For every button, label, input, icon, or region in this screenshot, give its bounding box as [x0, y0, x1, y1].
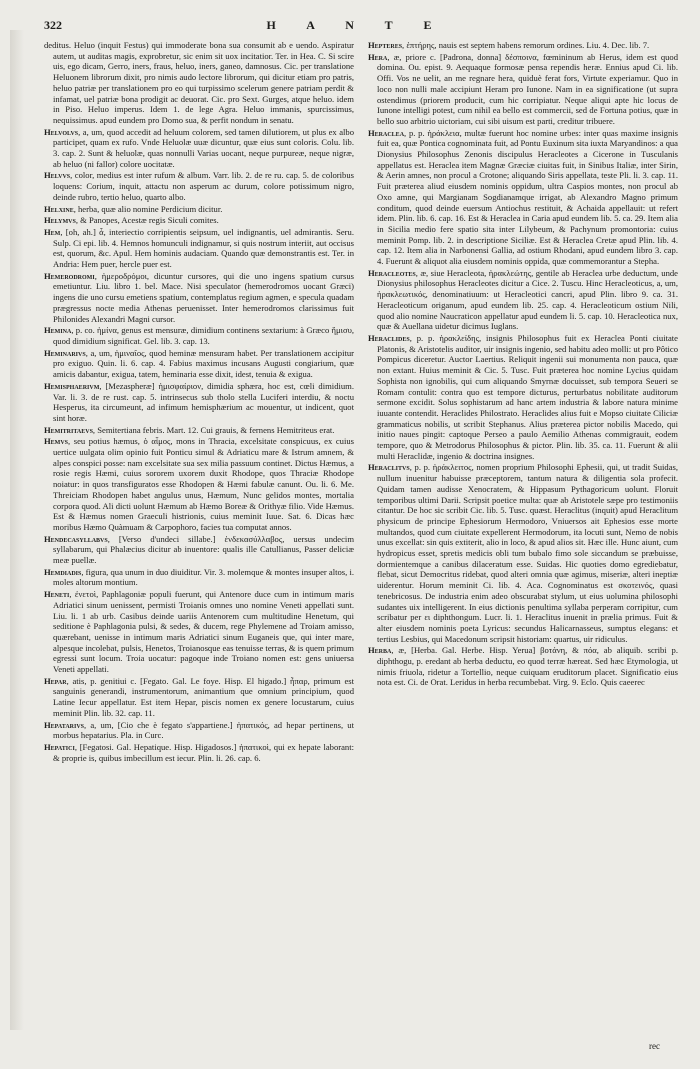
dictionary-entry: Hepar, atis, p. genitiui c. [Fegato. Gal. Le foye. Hisp. El higado.] ἧπαρ, primum est sanguinis generandi, instrumentorum, animantium que omnium principium, quod Latine Iecur appellatur. Est item Hepar, piscis nomen ex genere locustarum, cuius meminit Plin. lib. 32. cap. 11. — [44, 675, 354, 718]
dictionary-entry: Helvvs, color, medius est inter rufum & album. Varr. lib. 2. de re ru. cap. 5. de coloribus loquens: Corium, inquit, attactu non asperum ac durum, colore potissimum nigro, deinde rubro, tertio heluo, quarto albo. — [44, 170, 354, 202]
entry-headword: Hemina — [44, 325, 72, 336]
entry-headword: Hemdiadis — [44, 566, 82, 577]
entry-text: ἡμεροδρόμοι, dicuntur cursores, qui die uno ingens spatium cursus emetiuntur. Liu. libro 1. bel. Mace. Nisi speculator (hemerodromos uocant Græci) ingens die uno cursu emetiens spatium, contemplatus regium agmen, e specula quadam prægressus nocte media Athenas peruenisset. Inter hemerodromos clarissimus fuit Philonides Alexandri Magni cursor. — [53, 270, 354, 324]
dictionary-entry: Heneti, ἐνετοὶ, Paphlagoniæ populi fuerunt, qui Antenore duce cum in intimum maris Adriatici sinum uenissent, permisti Troianis omnes uno nomine Veneti appellati sunt. Liu. li. 1 ab urb. Casibus deinde uariis Antenorem cum multitudine Henetum, qui seditione è Paphlagonia pulsi, & sedes, & ducem, rege Phylemene ad Troiam amisso, quærebant, uenisse in intimum maris Adriatici sinum Euganeis que, qui inter mare, alpesque incolebat, pulsis, Henetos, Troianosque eas tenuisse terras, & is quem primum egressi sunt locum. Troia uocatur: pagoque inde Troiano nomen est: gens uniuersa Veneti appellati. — [44, 589, 355, 675]
dictionary-entry: Hepatici, [Fegatosi. Gal. Hepatique. Hisp. Higadosos.] ἡπατικοὶ, qui ex hepate laborant: & proprie is, quibus imbecillum est iecur. Plin. li. 26. cap. 6. — [44, 742, 355, 763]
entry-headword: Hem — [44, 226, 61, 237]
entry-text: a, um, ἡμιναῖος, quod heminæ mensuram habet. Per translationem accipitur pro exiguo. Quin. li. 6. cap. 4. Fabius maximus incusans Augusti congiarium, quæ amicis dabantur, exigua, tatem, heminaria esse dixit, idest, tenuia & exigua. — [53, 347, 354, 380]
entry-headword: Heracleotes — [368, 267, 416, 278]
entry-headword: Hepar — [44, 675, 67, 686]
entry-headword: Hepatici — [44, 742, 75, 752]
dictionary-entry: Heminarivs, a, um, ἡμιναῖος, quod heminæ mensuram habet. Per translationem accipitur pro exiguo. Quin. li. 6. cap. 4. Fabius maximus incusans Augusti congiarium, quæ amicis dabantur, exigua, tatem, heminaria esse dixit, idest, tenuia & exigua. — [44, 347, 354, 380]
entry-text: a, um, [Cio che è fegato s'appartiene.] ἡπατικός, ad hepar pertinens, ut morbus hepatarius. Pla. in Curc. — [53, 719, 354, 741]
entry-text: [oh, ah.] ἆ, interiectio corripientis seipsum, uel indignantis, uel admirantis. Seru. Sulp. Ci epi. lib. 4. Hemnos homunculi indignamur, si quis nostrum interiit, aut occisus est, quorum, &c. Apul. Hem hominis audaciam. Quando quæ demonstrantis est. Ter. in Andria: Hem puer, hercle puer est. — [53, 226, 354, 270]
dictionary-entry: Helvolvs, a, um, quod accedit ad heluum colorem, sed tamen dilutiorem, ut plus ex albo participet, quam ex rufo. Vnde Heluolæ uuæ dicuntur, quæ eius sunt coloris. Colu. lib. 3. cap. 2. Sunt & heluolæ, quas nonnulli Varias uocant, neque purpureæ, neque nigræ, ab heluo (ni fallor) colore uocitatæ. — [44, 126, 354, 169]
entry-text: seu potius hæmus, ὁ αἶμος, mons in Thracia, excelsitate conspicuus, ex cuius uertice uulgata olim opinio fuit Ponticu simul & Adriaticu mare & Istrum amnem, & alpes conspici posse: nam excelsitate sua sex milia passuum continet. Dictus Hæmus, a rosie regis Hæmi, cuius sororem uxorem duxit Rhodope, quos Thraciæ Rhodope noiatur: in quos transfiguratos esse Rhodopen & Hæmi fabulæ canunt. Ou. li. 6. Me. Threiciam Rhodopen habet angulus unus, Hæmum, Nunc gelidos montes, mortalia corpora quod. Ali dicti uolunt Hæmum ab Hæmo Boreæ & Orithyæ filio. Vide Hæmus. Est & Hæmus nomen Graeculi histrionis, cuius meminit Iuue. Sat. 6. Dicas hæc moribus Hæmo Quàmuam & Carpophoro, facies tua computat annos. — [53, 436, 355, 532]
entry-headword: Heraclea — [368, 127, 405, 138]
entry-headword: Hemitritaevs — [44, 424, 93, 435]
entry-headword: Hera — [368, 51, 388, 62]
entry-text: herba, quæ alio nomine Perdicium dicitur. — [78, 203, 223, 214]
dictionary-entry: Hendecasyllabvs, [Verso d'undeci sillabe.] ἑνδεκασύλλαβος, uersus undecim syllabarum, qui Phalæcius dicitur ab inuentore: qualis ille Catullianus, Passer deliciæ meæ puellæ. — [44, 533, 354, 566]
entry-text: p. p. ἡράκλειτος, nomen proprium Philosophi Ephesii, qui, ut tradit Suidas, nullum inuenitur habuisse præceptorem, tantum natura & diligentia sola profecit. Quidam tamen audisse Xenocratem, & Hippasum Pythagoricum uolunt. Floruit temporibus ultimi Darii. Scripsit poetice multa: quæ ab Aristotele sæpe pro testimoniis citantur. De hoc sic scribit Cic. lib. 5. Tusc. quæst. Heraclitus (inquit) apud Heraclitum physicum de principe Ephesiorum Hermodoro, Vniuersos ait Ephesios esse morte multandos, quod cum ciuitate expellerent Hermodorum, ita locuti sunt, Nemo de nobis unus excellat: sin quis extiterit, alio in loco, & apud alios sit. Hæc ille. Hunc aiunt, cum hydropicus esset, spretis medicis obli tum bubalo fimo sole siccandum se præbuisse, dormientemque a canibus dilaceratum esse. Suidas. Hic quoties domo egrediebatur, flebat, sicut Democritus ridebat, quod alteri omnia quæ agimus, miseriæ, alteri ineptiæ uiderentur. Horum meminit Ci. lib. 4. Aca. Cognominatus est σκοτεινός, quasi tenebricosus. De industria enim adeo obscurabat stylum, ut eius uolumina philosophi sudantes uix intelligerent. In eius dictionis penultima syllaba perperam corripitur, cum scribatur per ει diphthongum. Lucr. li. 1. Heraclitus inuenit in prælia primus. Fuit & alter eiusdem nominis poeta Lyricus: secundus Halicarnasseus, sumptus elegans: et tertius Lesbius, qui Macedonum scripsit historiam: quartus, uir ridiculus. — [377, 462, 679, 644]
entry-text: [Verso d'undeci sillabe.] ἑνδεκασύλλαβος, uersus undecim syllabarum, qui Phalæcius dicitur ab inuentore: qualis ille Catullianus, Passer deliciæ meæ puellæ. — [53, 533, 354, 566]
dictionary-entry: Hemdiadis, figura, qua unum in duo diuiditur. Vir. 3. molemque & montes insuper altos, i. moles altorum montium. — [44, 566, 354, 588]
entry-headword: Heminarivs — [44, 347, 86, 358]
entry-headword: Helvolvs — [44, 126, 79, 137]
page-number: 322 — [44, 18, 62, 32]
entry-text: p. co. ἡμίνα, genus est mensuræ, dimidium continens sextarium: à Græco ἥμισυ, quod dimidium significat. Gel. lib. 3. cap. 13. — [53, 325, 354, 346]
dictionary-entry: Heracleotes, æ, siue Heracleota, ἡρακλεώτης, gentile ab Heraclea urbe deductum, unde Dionysius philosophus Heracleotes dicitur a Cice. 2. Tuscu. Hinc Heracleoticus, a, um, ἡρακλεωτικός, denominatiuum: ut Heracleotici cancri, apud Plin. libro 9. ca. 31. Heracleoticum origanum, apud eundem lib. 25. cap. 4. Heracleoticum ostium Nili, quod alio nomine Naucraticon appellatur apud eundem li. 5. cap. 10. Heracleotica nux, quæ & Auellana uidetur dicimus Iuglans. — [368, 267, 678, 332]
entry-text: æ, siue Heracleota, ἡρακλεώτης, gentile ab Heraclea urbe deductum, unde Dionysius philosophus Heracleotes dicitur a Cice. 2. Tuscu. Hinc Heracleoticus, a, um, ἡρακλεωτικός, denominatiuum: ut Heracleotici cancri, apud Plin. libro 9. ca. 31. Heracleoticum origanum, apud eundem lib. 25. cap. 4. Heracleoticum ostium Nili, quod alio nomine Naucraticon appellatur apud eundem li. 5. cap. 10. Heracleotica nux, quæ & Auellana uidetur dicimus Iuglans. — [377, 267, 678, 332]
dictionary-entry: Hemina, p. co. ἡμίνα, genus est mensuræ, dimidium continens sextarium: à Græco ἥμισυ, quod dimidium significat. Gel. lib. 3. cap. 13. — [44, 325, 354, 346]
entry-text: [Mezaspheræ] ἡμισφαίριον, dimidia sphæra, hoc est, cœli dimidium. Var. li. 3. de re rust. cap. 5. intrinsecus sub tholo stella Luciferi interdiu, & noctu Hesperus, ita circumeunt, ad infimum hemisphærium ac mouentur, ut indicent, quot sint horæ. — [53, 380, 355, 423]
entry-text: æ, [Herba. Gal. Herbe. Hisp. Yerua] βοτάνη, & πόα, ab aliquib. scribi p. diphthogu, p. eredant ab herba deductu, eo quod terræ hæreat. Sed hæc Etymologia, ut nimis friuola, ridetur a Tortellio, neque cuiquam eruditorum placet. Significatio eius nota est. Ci. de Orat. Leridus in herba recumbebat. Virg. 9. Eclo. Quis caeerec — [377, 645, 678, 688]
dictionary-entry: Helymvs, & Panopes, Acestæ regis Siculi comites. — [44, 215, 219, 226]
entry-text: deditus. Heluo (inquit Festus) qui immoderate bona sua consumit ab e uendo. Aspiratur autem, ut auditas magis, exprobretur, sic enim sit uox incitatior. Ter. in Hea. C. Si scire uis, ego dicam, Gerro, iners, fraus, heluo, iners, ganeo, damnosus. Cic. per translatione Heluonem librorum dixit, pro nimis audo lectore librorum, qui dicitur etiam pro patris, heluo patriæ per translationem pro eo qui turpissimo scelerum genere patriam perdit & infamat, uel patriæ bona prodigit ac deuorat. Cic. pro Sext. Gurges, atque heluo. idem in Piso. Heluo imperus. Idem 1. de lege Agra. Heluo immanis, spurcissimus, nequissimus. apud eundem pro Domo sua, & perfit nondum in senatu. — [44, 40, 354, 125]
entry-headword: Heraclides — [368, 332, 410, 343]
entry-headword: Hemerodromi — [44, 270, 95, 281]
entry-text: & Panopes, Acestæ regis Siculi comites. — [80, 215, 219, 226]
running-head: H A N T E — [266, 18, 446, 32]
dictionary-entry: Hemisphaerivm, [Mezaspheræ] ἡμισφαίριον, dimidia sphæra, hoc est, cœli dimidium. Var. li. 3. de re rust. cap. 5. intrinsecus sub tholo stella Luciferi interdiu, & noctu Hesperus, ita circumeunt, ad infimum hemisphærium ac mouentur, ut indicent, quot sint horæ. — [44, 380, 355, 423]
columns — [44, 40, 678, 764]
entry-headword: Hendecasyllabvs — [44, 533, 108, 544]
dictionary-entry: Heraclea, p. p. ἡράκλεια, multæ fuerunt hoc nomine urbes: inter quas maxime insignis fuit ea, quæ Pontica cognominata fuit, ad Pontu Euxinum sita iuxta Maryandinos: a qua Dionysius Philosophus Zenonis discipulus Heracleotes a Cicerone in Tusculanis appellatus est. Heraclea item Magnæ Græciæ ciuitas fuit, in Sinibus Italiæ, inter Sirin, & Aerin amnes, non procul a Crotone; aliquando Siris appellata, teste Pli. li. 3. cap. 11. Fuit præterea aliud eiusdem nominis oppidum, ultra Caspios montes, non procul ab Oxo amne, qui Margianam Sogdianamque irrigat, ab Alexandro Magno primum conditum, quod deinde euersum Antiochus restituit, & Achaida appellauit: ut refert idem. Plin. lib. 6. cap. 16. Est & Heraclea in Caria apud eundem lib. 5. ca. 29. Item alia in Sicilia medio fere spatio sita inter Lilybeum, & Pachynum promontoria: cuius meminit Pomp. lib. 2. in descriptione Siciliæ. Est & Heraclea Cretæ apud Plin. lib. 4. cap. 12. Item alia in Narbonensi Gallia, ad ostium Rhodani, apud eundem libro 3. cap. 4. Fuerunt & aliquot alia eiusdem nominis oppida, quæ commemorantur a Stepha. — [368, 127, 679, 267]
entry-text: figura, qua unum in duo diuiditur. Vir. 3. molemque & montes insuper altos, i. moles altorum montium. — [53, 566, 354, 588]
left-column — [44, 40, 354, 764]
entry-text: ἐνετοὶ, Paphlagoniæ populi fuerunt, qui Antenore duce cum in intimum maris Adriatici sinum uenissent, permisti Troianis omnes uno nomine Veneti appellati sunt. Liu. li. 1 ab urb. Casibus deinde uariis Antenorem cum multitudine Henetum, qui seditione è Paphlagonia pulsi, & sedes, & ducem, rege Phylemene ad Troiam amisso, quærebant, uenisse in intimum maris Adriatici sinum Euganeis que, qui inter mare, alpesque incolebat, pulsis, Henetos, Troianosque eas tenuisse terras, & is quem primum egressi sunt locum. Troia uocatur: pagoque inde Troiano nomen est: gens uniuersa Veneti appellati. — [53, 589, 355, 675]
right-column — [368, 40, 678, 764]
dictionary-entry: Hemitritaevs, Semitertiana febris. Mart. 12. Cui grauis, & fernens Hemitriteus erat. — [44, 424, 335, 435]
dictionary-entry: Helxine, herba, quæ alio nomine Perdicium dicitur. — [44, 203, 223, 214]
dictionary-entry: Heraclitvs, p. p. ἡράκλειτος, nomen proprium Philosophi Ephesii, qui, ut tradit Suidas, nullum inuenitur habuisse præceptorem, tantum natura & diligentia sola profecit. Quidam tamen audisse Xenocratem, & Hippasum Pythagoricum uolunt. Floruit temporibus ultimi Darii. Scripsit poetice multa: quæ ab Aristotele sæpe pro testimoniis citantur. De hoc sic scribit Cic. lib. 5. Tusc. quæst. Heraclitus (inquit) apud Heraclitum physicum de principe Ephesiorum Hermodoro, Vniuersos ait Ephesios esse morte multandos, quod cum ciuitate expellerent Hermodorum, ita locuti sunt, Nemo de nobis unus excellat: sin quis extiterit, alio in loco, & apud alios sit. Hæc ille. Hunc aiunt, cum hydropicus esset, spretis medicis obli tum bubalo fimo sole siccandum se præbuisse, dormientemque a canibus dilaceratum esse. Suidas. Hic quoties domo egrediebatur, flebat, sicut Democritus ridebat, quod alteri omnia quæ agimus, miseriæ, alteri ineptiæ uiderentur. Horum meminit Ci. lib. 4. Aca. Cognominatus est σκοτεινός, quasi tenebricosus. De industria enim adeo obscurabat stylum, ut eius uolumina philosophi sudantes uix intelligerent. In eius dictionis penultima syllaba perperam corripitur, cum scribatur per ει diphthongum. Lucr. li. 1. Heraclitus inuenit in prælia primus. Fuit & alter eiusdem nominis poeta Lyricus: secundus Halicarnasseus, sumptus elegans: et tertius Lesbius, qui Macedonum scripsit historiam: quartus, uir ridiculus. — [368, 462, 679, 644]
entry-text: p. p. ἡρακλείδης, insignis Philosophus fuit ex Heraclea Ponti ciuitate Platonis, & Aristotelis auditor, uir insignis ingenio, sed habitu adeo molli: ut pro Pôtico Pompicus diceretur. Auctor Laertius. Reliquit ingenii sui monumenta non pauca, quæ non extant. Huius meminit & Cic. 5. Tusc. Fuit præterea hoc nomine Lycius quidam Sophista non ignobilis, qui cum aliquando Smyrnæ docuisset, sub tempora Seueri se Romam contulit: contra quo est tempore dicturus, perturbatus nobilitate auditorum sermone excidit. Solus sophistarum ad hanc artem industria & labore natura minime iuuante contendit. Heraclides Philostrato. Heraclides alius fuit e Mopso ciuitate Ciliciæ grammaticus nobilis, ut scribit Stephanus. Alius præterea pictor nobilis Macedo, qui initio naues pingit: captoque Perseo a paulo Aemilio Athenas commigrauit, eodem tempore, quo & Metrodorus Philosophus & pictor. Plin. lib. 35. ca. 11. Fuerunt & alii multi Heraclidæ, ingenio & doctrina insignes. — [377, 332, 678, 461]
dictionary-entry: Hepteres, ἑπτήρης, nauis est septem habens remorum ordines. Liu. 4. Dec. lib. 7. — [368, 40, 650, 50]
dictionary-entry: Heraclides, p. p. ἡρακλείδης, insignis Philosophus fuit ex Heraclea Ponti ciuitate Platonis, & Aristotelis auditor, uir insignis ingenio, sed habitu adeo molli: ut pro Pôtico Pompicus diceretur. Auctor Laertius. Reliquit ingenii sui monumenta non pauca, quæ non extant. Huius meminit & Cic. 5. Tusc. Fuit præterea hoc nomine Lycius quidam Sophista non ignobilis, qui cum aliquando Smyrnæ docuisset, sub tempora Seueri se Romam contulit: contra quo est tempore dicturus, perturbatus nobilitate auditorum sermone excidit. Solus sophistarum ad hanc artem industria & labore natura minime iuuante contendit. Heraclides Philostrato. Heraclides alius fuit e Mopso ciuitate Ciliciæ grammaticus nobilis, ut scribit Stephanus. Alius præterea pictor nobilis Macedo, qui initio naues pingit: captoque Perseo a paulo Aemilio Athenas commigrauit, eodem tempore, quo & Metrodorus Philosophus & pictor. Plin. lib. 35. ca. 11. Fuerunt & alii multi Heraclidæ, ingenio & doctrina insignes. — [368, 332, 678, 461]
entry-headword: Hepatarivs — [44, 719, 85, 730]
entry-text: æ, priore c. [Padrona, donna] δέσποινα, fœmininum ab Herus, idem est quod domina. Ou. epist. 9. Aequaque formosæ pensa rependis heræ. Ennius apud Ci. lib. Offi. Vos ne uelit, an me regnare hera, quiduè ferat fors, Virtute experiamur. Quo in loco non nulli male accipiunt Heram pro Iunone. Nam in ea significatione (ut supra ostendimus (priorem producit, cum hic corripiatur. Neque aliqui apte hic locus de Iunone intelligi potest, cum nihil ea bello est commercii, sed de Fortuna potius, quæ in bello suo arbitrio uictoriam, cui sibi uisum est parti, creditur tribuere. — [377, 51, 679, 126]
dictionary-entry: Hera, æ, priore c. [Padrona, donna] δέσποινα, fœmininum ab Herus, idem est quod domina. Ou. epist. 9. Aequaque formosæ pensa rependis heræ. Ennius apud Ci. lib. Offi. Vos ne uelit, an me regnare hera, quiduè ferat fors, Virtute experiamur. Quo in loco non nulli male accipiunt Heram pro Iunone. Nam in ea significatione (ut supra ostendimus (priorem producit, cum hic corripiatur. Neque aliqui apte hic locus de Iunone intelligi potest, cum nihil ea bello est commercii, sed de Fortuna potius, quæ in bello suo arbitrio uictoriam, cui sibi uisum est parti, creditur tribuere. — [368, 51, 679, 126]
dictionary-entry — [44, 40, 354, 126]
dictionary-entry: Hem, [oh, ah.] ἆ, interiectio corripientis seipsum, uel indignantis, uel admirantis. Seru. Sulp. Ci epi. lib. 4. Hemnos homunculi indignamur, si quis nostrum interiit, aut occisus est, quorum, &c. Apul. Hem hominis audaciam. Quando quæ demonstrantis est. Ter. in Andria: Hem puer, hercle puer est. — [44, 226, 354, 270]
dictionary-entry: Hemerodromi, ἡμεροδρόμοι, dicuntur cursores, qui die uno ingens spatium cursus emetiuntur. Liu. libro 1. bel. Mace. Nisi speculator (hemerodromos uocant Græci) ingens die uno cursu emetiens spatium, contemplatus regium agmen, e specula quadam prægressus nocte media Athenas peruenisset. Inter hemerodromos clarissimus fuit Philonides Alexandri Magni cursor. — [44, 270, 354, 324]
entry-text: a, um, quod accedit ad heluum colorem, sed tamen dilutiorem, ut plus ex albo participet, quam ex rufo. Vnde Heluolæ uuæ dicuntur, quæ eius sunt coloris. Colu. lib. 3. cap. 2. Sunt & heluolæ, quas nonnulli Varias uocant, neque purpureæ, neque nigræ, ab heluo (ni fallor) colore uocitatæ. — [53, 126, 354, 169]
page-header — [44, 18, 678, 34]
entry-headword: Heraclitvs — [368, 462, 410, 473]
entry-text: Semitertiana febris. Mart. 12. Cui grauis, & fernens Hemitriteus erat. — [97, 424, 335, 435]
catchword: rec — [649, 1041, 660, 1051]
entry-headword: Heneti — [44, 589, 70, 600]
entry-headword: Herba — [368, 645, 392, 656]
entry-headword: Hemisphaerivm — [44, 380, 100, 391]
entry-text: [Fegatosi. Gal. Hepatique. Hisp. Higadosos.] ἡπατικοὶ, qui ex hepate laborant: & proprie is, quibus imbecillum est iecur. Plin. li. 26. cap. 6. — [53, 742, 355, 763]
entry-headword: Helvvs — [44, 170, 71, 181]
entry-headword: Helymvs — [44, 215, 76, 226]
entry-headword: Hemvs — [44, 436, 69, 447]
dictionary-entry: Herba, æ, [Herba. Gal. Herbe. Hisp. Yerua] βοτάνη, & πόα, ab aliquib. scribi p. diphthogu, p. eredant ab herba deductu, eo quod terræ hæreat. Sed hæc Etymologia, ut nimis friuola, ridetur a Tortellio, neque cuiquam eruditorum placet. Significatio eius nota est. Ci. de Orat. Leridus in herba recumbebat. Virg. 9. Eclo. Quis caeerec — [368, 645, 678, 688]
entry-headword: Helxine — [44, 203, 74, 214]
entry-headword: Hepteres — [368, 40, 403, 50]
entry-text: color, medius est inter rufum & album. Varr. lib. 2. de re ru. cap. 5. de coloribus loquens: Corium, inquit, attactu non asperum ac durum, colore potissimum nigro, deinde rubro, tertio heluo, quarto albo. — [53, 170, 354, 202]
entry-text: p. p. ἡράκλεια, multæ fuerunt hoc nomine urbes: inter quas maxime insignis fuit ea, quæ Pontica cognominata fuit, ad Pontu Euxinum sita iuxta Maryandinos: a qua Dionysius Philosophus Zenonis discipulus Heracleotes a Cicerone in Tusculanis appellatus est. Heraclea item Magnæ Græciæ ciuitas fuit, in Sinibus Italiæ, inter Sirin, & Aerin amnes, non procul a Crotone; aliquando Siris appellata, teste Pli. li. 3. cap. 11. Fuit præterea aliud eiusdem nominis oppidum, ultra Caspios montes, non procul ab Oxo amne, qui Margianam Sogdianamque irrigat, ab Alexandro Magno primum conditum, quod deinde euersum Antiochus restituit, & Achaida appellauit: ut refert idem. Plin. lib. 6. cap. 16. Est & Heraclea in Caria apud eundem lib. 5. ca. 29. Item alia in Sicilia medio fere spatio sita inter Lilybeum, & Pachynum promontoria: cuius meminit Pomp. lib. 2. in descriptione Siciliæ. Est & Heraclea Cretæ apud Plin. lib. 4. cap. 12. Item alia in Narbonensi Gallia, ad ostium Rhodani, apud eundem libro 3. cap. 4. Fuerunt & aliquot alia eiusdem nominis oppida, quæ commemorantur a Stepha. — [377, 127, 679, 267]
entry-text: atis, p. genitiui c. [Fegato. Gal. Le foye. Hisp. El higado.] ἧπαρ, primum est sanguinis generandi, instrumentorum, animantium que omnium principium, quod Latine Iecur appellatur. Est item Hepar, piscis nomen ex genere locustarum, cuius meminit Plin. lib. 32. cap. 11. — [53, 675, 354, 718]
dictionary-entry: Hemvs, seu potius hæmus, ὁ αἶμος, mons in Thracia, excelsitate conspicuus, ex cuius uertice uulgata olim opinio fuit Ponticu simul & Adriaticu mare & Istrum amnem, & alpes conspici posse: nam excelsitate sua sex milia passuum continet. Dictus Hæmus, a rosie regis Hæmi, cuius sororem uxorem duxit Rhodope, quos Thraciæ Rhodope noiatur: in quos transfiguratos esse Rhodopen & Hæmi fabulæ canunt. Ou. li. 6. Me. Threiciam Rhodopen habet angulus unus, Hæmum, Nunc gelidos montes, mortalia corpora quod. Ali dicti uolunt Hæmum ab Hæmo Boreæ & Orithyæ filio. Vide Hæmus. Est & Hæmus nomen Graeculi histrionis, cuius meminit Iuue. Sat. 6. Dicas hæc moribus Hæmo Quàmuam & Carpophoro, facies tua computat annos. — [44, 436, 355, 532]
binding-shadow — [10, 30, 24, 1030]
entry-text: ἑπτήρης, nauis est septem habens remorum ordines. Liu. 4. Dec. lib. 7. — [406, 40, 650, 50]
dictionary-entry: Hepatarivs, a, um, [Cio che è fegato s'appartiene.] ἡπατικός, ad hepar pertinens, ut morbus hepatarius. Pla. in Curc. — [44, 719, 354, 741]
